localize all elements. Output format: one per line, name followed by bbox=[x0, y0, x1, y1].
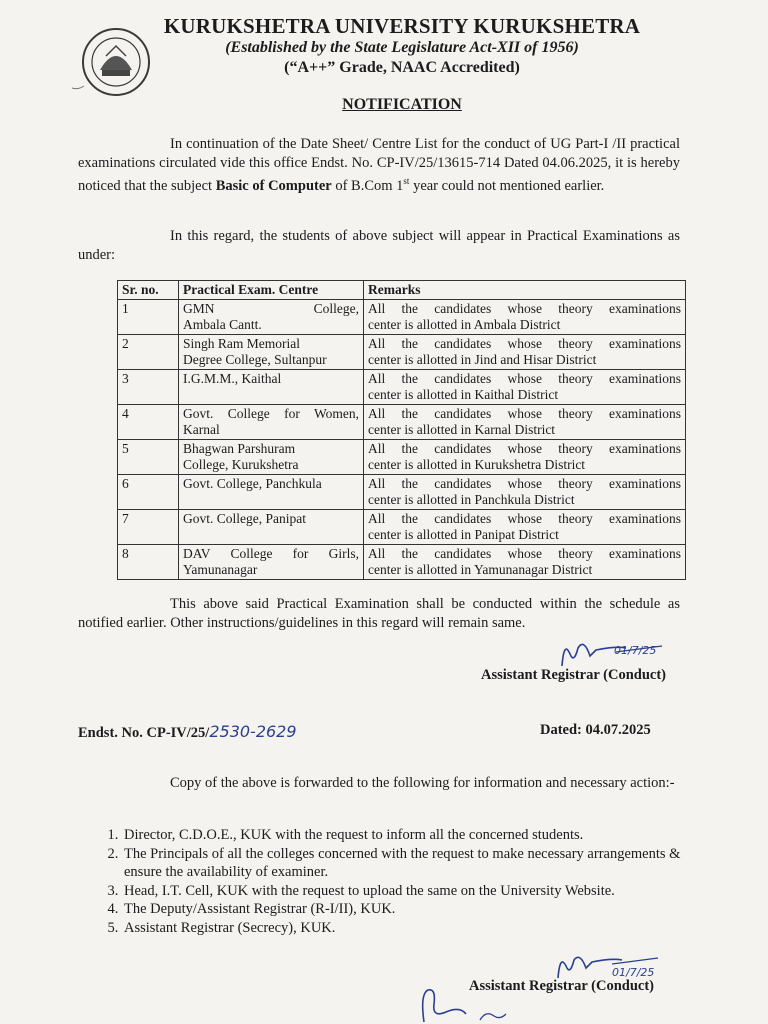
notice-paragraph-1 bbox=[78, 135, 680, 195]
notice-paragraph-2: In this regard, the students of above subject will appear in Practical Examinations as under: bbox=[78, 228, 680, 263]
remark-line-1: All the candidates whose theory examinations bbox=[368, 406, 681, 421]
remark-line-2: center is allotted in Kurukshetra District bbox=[368, 457, 586, 472]
remark-line-1: All the candidates whose theory examinations bbox=[368, 301, 681, 316]
para1-course: of B.Com 1 bbox=[331, 177, 404, 194]
handwritten-initials bbox=[416, 984, 516, 1024]
cell-centre bbox=[179, 545, 364, 580]
centre-line-1: Govt. College, Panchkula bbox=[183, 476, 322, 491]
centre-line-1: Bhagwan Parshuram bbox=[183, 441, 296, 456]
cell-remarks bbox=[364, 510, 686, 545]
centre-line-2: Yamunanagar bbox=[183, 562, 258, 577]
notification-heading: NOTIFICATION bbox=[342, 96, 462, 113]
centre-line-1: Govt. College for Women, bbox=[183, 406, 359, 421]
remark-line-2: center is allotted in Panchkula District bbox=[368, 492, 575, 507]
cell-remarks bbox=[364, 440, 686, 475]
list-item: 4. The Deputy/Assistant Registrar (R-I/II), KUK. bbox=[122, 900, 712, 919]
cell-remarks bbox=[364, 370, 686, 405]
cell-remarks bbox=[364, 475, 686, 510]
table-row bbox=[118, 300, 686, 335]
table-row bbox=[118, 510, 686, 545]
endorsement-handwritten-number: 2530-2629 bbox=[209, 722, 297, 741]
header-sr-no: Sr. no. bbox=[118, 281, 179, 300]
signatory-designation-2: Assistant Registrar (Conduct) bbox=[469, 978, 655, 994]
table-row bbox=[118, 370, 686, 405]
cell-sr-no: 4 bbox=[118, 405, 179, 440]
cell-sr-no: 3 bbox=[118, 370, 179, 405]
endorsement-prefix: Endst. No. CP-IV/25/ bbox=[78, 725, 210, 741]
header-remarks: Remarks bbox=[364, 281, 686, 300]
remark-line-1: All the candidates whose theory examinations bbox=[368, 546, 681, 561]
remark-line-2: center is allotted in Ambala District bbox=[368, 317, 561, 332]
remark-line-1: All the candidates whose theory examinations bbox=[368, 511, 681, 526]
table-row bbox=[118, 405, 686, 440]
exam-centre-table bbox=[117, 280, 686, 580]
remark-line-2: center is allotted in Kaithal District bbox=[368, 387, 559, 402]
remark-line-2: center is allotted in Panipat District bbox=[368, 527, 559, 542]
cell-remarks bbox=[364, 405, 686, 440]
remark-line-1: All the candidates whose theory examinations bbox=[368, 441, 681, 456]
remark-line-1: All the candidates whose theory examinations bbox=[368, 476, 681, 491]
cell-centre bbox=[179, 440, 364, 475]
cell-sr-no: 7 bbox=[118, 510, 179, 545]
remark-line-2: center is allotted in Jind and Hisar District bbox=[368, 352, 597, 367]
table-row bbox=[118, 440, 686, 475]
list-item: 1. Director, C.D.O.E., KUK with the request to inform all the concerned students. bbox=[122, 826, 712, 845]
para1-text: In continuation of the Date Sheet/ Centre List for the conduct of UG Part-I /II practical examinations circulated vide this office Endst. No. CP-IV/25/13615-714 Dated 04.06.2025, it is hereby noticed that the subject bbox=[78, 136, 680, 194]
centre-line-1: Govt. College, Panipat bbox=[183, 511, 306, 526]
list-item: 5. Assistant Registrar (Secrecy), KUK. bbox=[122, 919, 712, 938]
cell-centre bbox=[179, 510, 364, 545]
copy-forward-intro: Copy of the above is forwarded to the following for information and necessary action:- bbox=[170, 775, 675, 791]
table-header-row bbox=[118, 281, 686, 300]
cell-centre bbox=[179, 335, 364, 370]
accreditation-line: (“A++” Grade, NAAC Accredited) bbox=[284, 59, 520, 76]
endorsement-date: Dated: 04.07.2025 bbox=[540, 722, 651, 738]
cell-remarks bbox=[364, 335, 686, 370]
remark-line-2: center is allotted in Yamunanagar District bbox=[368, 562, 593, 577]
centre-line-1: DAV College for Girls, bbox=[183, 546, 359, 561]
cell-sr-no: 6 bbox=[118, 475, 179, 510]
header-centre: Practical Exam. Centre bbox=[179, 281, 364, 300]
list-item: 2. The Principals of all the colleges concerned with the request to make necessary arrangements & ensure the availability of examiner. bbox=[122, 845, 712, 882]
cell-centre bbox=[179, 370, 364, 405]
para1-superscript: st bbox=[403, 176, 410, 186]
centre-line-1: I.G.M.M., Kaithal bbox=[183, 371, 282, 386]
cell-centre bbox=[179, 300, 364, 335]
table-row bbox=[118, 475, 686, 510]
remark-line-1: All the candidates whose theory examinations bbox=[368, 371, 681, 386]
table-row bbox=[118, 545, 686, 580]
centre-line-2: College, Kurukshetra bbox=[183, 457, 299, 472]
handwritten-date-2: 01/7/25 bbox=[612, 966, 655, 979]
cell-centre bbox=[179, 475, 364, 510]
cell-sr-no: 2 bbox=[118, 335, 179, 370]
centre-line-2: Karnal bbox=[183, 422, 220, 437]
centre-line-2: Ambala Cantt. bbox=[183, 317, 262, 332]
distribution-list bbox=[98, 826, 712, 937]
centre-line-1: Singh Ram Memorial bbox=[183, 336, 300, 351]
establishment-line: (Established by the State Legislature Act-XII of 1956) bbox=[225, 39, 579, 56]
cell-remarks bbox=[364, 545, 686, 580]
cell-sr-no: 8 bbox=[118, 545, 179, 580]
remark-line-1: All the candidates whose theory examinations bbox=[368, 336, 681, 351]
signatory-designation: Assistant Registrar (Conduct) bbox=[481, 667, 667, 683]
remark-line-2: center is allotted in Karnal District bbox=[368, 422, 556, 437]
university-name: KURUKSHETRA UNIVERSITY KURUKSHETRA bbox=[163, 14, 641, 38]
centre-line-1: GMN College, bbox=[183, 301, 359, 316]
endorsement-number bbox=[78, 722, 297, 742]
cell-sr-no: 1 bbox=[118, 300, 179, 335]
para1-subject: Basic of Computer bbox=[215, 177, 332, 194]
cell-sr-no: 5 bbox=[118, 440, 179, 475]
notice-paragraph-3: This above said Practical Examination shall be conducted within the schedule as notified earlier. Other instructions/guidelines in this regard will remain same. bbox=[78, 596, 680, 631]
cell-remarks bbox=[364, 300, 686, 335]
para1-end: year could not mentioned earlier. bbox=[409, 177, 605, 194]
centre-line-2: Degree College, Sultanpur bbox=[183, 352, 327, 367]
cell-centre bbox=[179, 405, 364, 440]
handwritten-date: 01/7/25 bbox=[614, 644, 657, 657]
list-item: 3. Head, I.T. Cell, KUK with the request to upload the same on the University Website. bbox=[122, 882, 712, 901]
table-row bbox=[118, 335, 686, 370]
